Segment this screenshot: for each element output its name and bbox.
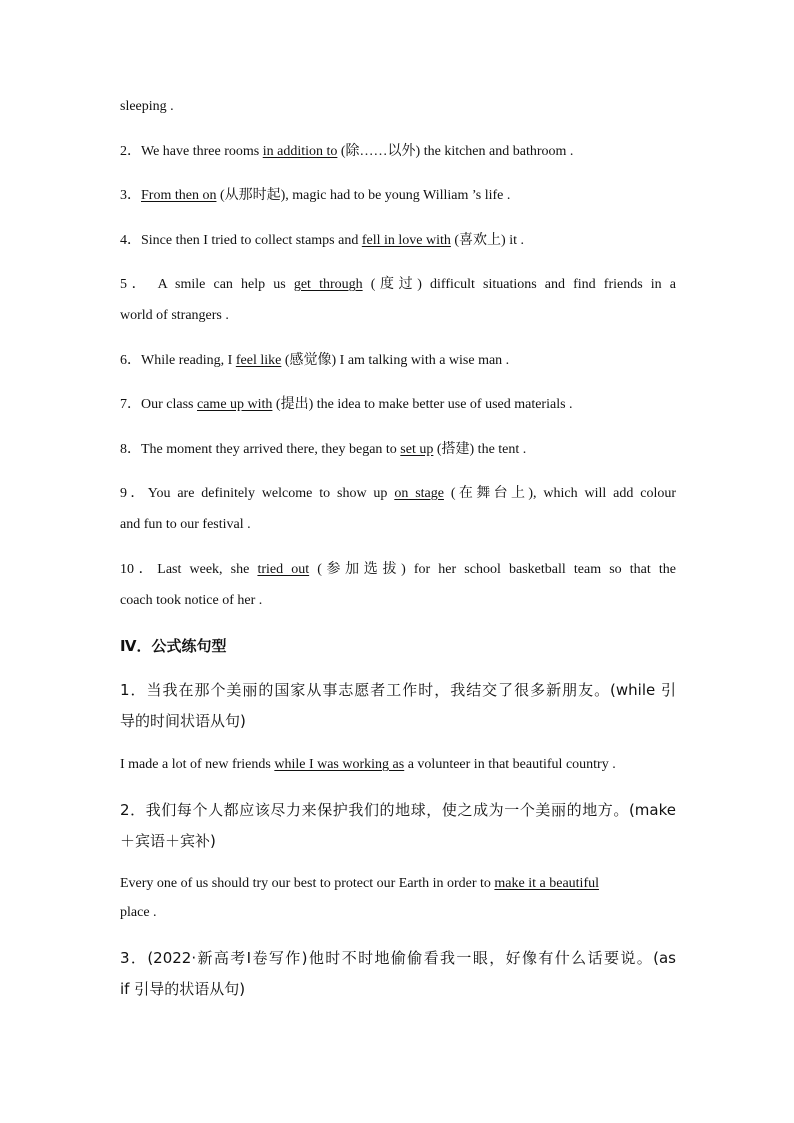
text: (喜欢上) it .	[450, 233, 524, 248]
question-2-prompt	[120, 800, 676, 820]
text: 2．我们每个人都应该尽力来保护我们的地球，使之成为一个美丽的地方。(make	[120, 801, 676, 819]
answer-blank: on stage	[394, 486, 444, 501]
text: We have three rooms	[141, 144, 263, 159]
question-2-prompt-continuation	[120, 831, 676, 851]
text: if 引导的状语从句)	[120, 980, 246, 998]
answer-blank: feel like	[235, 353, 282, 368]
answer-blank: From then on	[141, 188, 217, 203]
sentence-6	[120, 351, 676, 371]
sentence-10-continuation	[120, 591, 676, 611]
answer-blank: get through	[293, 277, 363, 292]
answer-blank: set up	[400, 442, 434, 457]
text: Our class	[141, 397, 197, 412]
item-number: 9．	[120, 486, 148, 501]
text: Last week, she	[157, 562, 258, 577]
text: coach took notice of her .	[120, 593, 263, 608]
text: (在舞台上), which will add colour	[443, 486, 676, 501]
answer-blank: while I was working as	[274, 757, 405, 772]
text: (度过) difficult situations and find friends in a	[362, 277, 677, 292]
text: ＋宾语＋宾补)	[120, 832, 216, 850]
text: While reading, I	[141, 353, 236, 368]
sentence-4	[120, 231, 676, 251]
text: place .	[120, 905, 157, 920]
text: Since then I tried to collect stamps and	[141, 233, 362, 248]
sentence-1-continuation	[120, 97, 676, 117]
text: A smile can help us	[150, 277, 294, 292]
text: You are definitely welcome to show up	[147, 486, 395, 501]
text: (从那时起), magic had to be young William ’s life .	[216, 188, 511, 203]
sentence-5	[120, 275, 676, 295]
text: (参加选拔) for her school basketball team so that the	[309, 562, 677, 577]
text: a volunteer in that beautiful country .	[404, 757, 616, 772]
text: 3．(2022·新高考Ⅰ卷写作)他时不时地偷偷看我一眼，好像有什么话要说。(as	[120, 949, 676, 967]
sentence-8	[120, 440, 676, 460]
answer-blank: make it a beautiful	[494, 876, 599, 891]
answer-blank: fell in love with	[361, 233, 451, 248]
item-number: 5．	[120, 277, 151, 292]
text: Every one of us should try our best to protect our Earth in order to	[120, 876, 495, 891]
text: and fun to our festival .	[120, 517, 251, 532]
item-number: 3．	[120, 188, 141, 203]
sentence-5-continuation	[120, 306, 676, 326]
text: (提出) the idea to make better use of used materials .	[272, 397, 573, 412]
sentence-7	[120, 395, 676, 415]
question-1-prompt-continuation	[120, 711, 676, 731]
answer-blank: tried out	[257, 562, 310, 577]
text: 导的时间状语从句)	[120, 712, 246, 730]
question-2-answer	[120, 874, 676, 894]
text: (感觉像) I am talking with a wise man .	[281, 353, 510, 368]
item-number: 4．	[120, 233, 141, 248]
text: The moment they arrived there, they began to	[141, 442, 401, 457]
sentence-3	[120, 186, 676, 206]
question-3-prompt-continuation	[120, 979, 676, 999]
text: sleeping .	[120, 99, 174, 114]
text: world of strangers .	[120, 308, 229, 323]
sentence-9-continuation	[120, 515, 676, 535]
sentence-10	[120, 560, 676, 580]
item-number: 10．	[120, 562, 158, 577]
sentence-2	[120, 142, 676, 162]
text: I made a lot of new friends	[120, 757, 275, 772]
section-heading: Ⅳ．公式练句型	[120, 637, 227, 655]
answer-blank: came up with	[197, 397, 273, 412]
item-number: 7．	[120, 397, 141, 412]
text: (除……以外) the kitchen and bathroom .	[337, 144, 574, 159]
question-1-answer	[120, 755, 676, 775]
question-2-answer-continuation	[120, 903, 676, 923]
question-3-prompt	[120, 948, 676, 968]
question-1-prompt	[120, 680, 676, 700]
sentence-9	[120, 484, 676, 504]
text: (搭建) the tent .	[433, 442, 527, 457]
item-number: 8．	[120, 442, 141, 457]
text: 1．当我在那个美丽的国家从事志愿者工作时，我结交了很多新朋友。(while 引	[120, 681, 676, 699]
item-number: 6．	[120, 353, 141, 368]
item-number: 2．	[120, 144, 141, 159]
answer-blank: in addition to	[262, 144, 338, 159]
